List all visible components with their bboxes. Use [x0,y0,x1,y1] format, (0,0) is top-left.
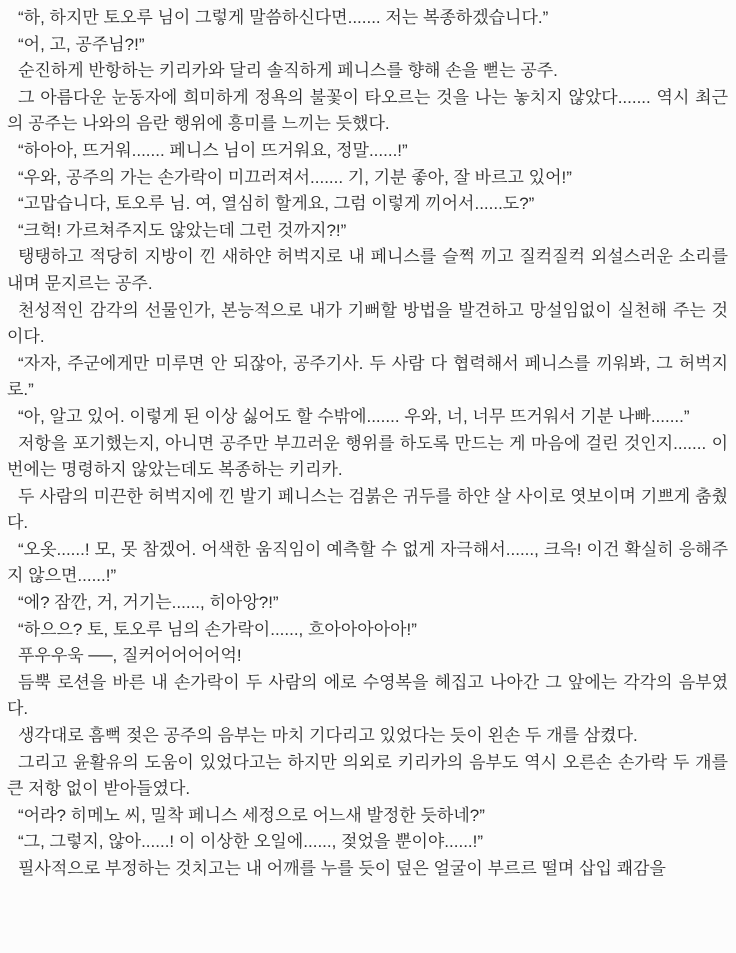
paragraph: 필사적으로 부정하는 것치고는 내 어깨를 누를 듯이 덮은 얼굴이 부르르 떨며 삽입 쾌감을 [18,859,666,878]
paragraph: “에? 잠깐, 거, 거기는......, 히아앙?!” [18,593,279,613]
paragraph: “고맙습니다, 토오루 님. 여, 열심히 할게요, 그럼 이렇게 끼어서......도?” [18,194,535,214]
paragraph: “크헉! 가르쳐주지도 않았는데 그런 것까지?!” [18,220,347,240]
paragraph: “그, 그렇지, 않아......! 이 이상한 오일에......, 젖었을 뿐이야......!” [18,832,484,852]
paragraph: 그 아름다운 눈동자에 희미하게 정욕의 불꽃이 타오르는 것을 나는 놓치지 않았다....... 역시 최근의 공주는 나와의 음란 행위에 흥미를 느끼는 듯했다. [7,87,728,134]
paragraph: 천성적인 감각의 선물인가, 본능적으로 내가 기뻐할 방법을 발견하고 망설임없이 실천해 주는 것이다. [7,300,728,347]
paragraph: 탱탱하고 적당히 지방이 낀 새하얀 허벅지로 내 페니스를 슬쩍 끼고 질컥질컥 외설스러운 소리를 내며 문지르는 공주. [7,247,728,293]
paragraph: “하아아, 뜨거워....... 페니스 님이 뜨거워요, 정말......!” [18,140,408,160]
paragraph: “하, 하지만 토오루 님이 그렇게 말씀하신다면....... 저는 복종하겠습니다.” [18,8,549,27]
paragraph: 순진하게 반항하는 키리카와 달리 솔직하게 페니스를 향해 손을 뻗는 공주. [18,61,558,81]
paragraph: “아, 알고 있어. 이렇게 된 이상 싫어도 할 수밖에....... 우와, 너, 너무 뜨거워서 기분 나빠.......” [18,406,690,426]
paragraph: “우와, 공주의 가는 손가락이 미끄러져서....... 기, 기분 좋아, 잘 바르고 있어!” [18,167,572,187]
paragraph: “하으으? 토, 토오루 님의 손가락이......, 흐아아아아아!” [18,619,417,639]
paragraph: “자자, 주군에게만 미루면 안 되잖아, 공주기사. 두 사람 다 협력해서 페니스를 끼워봐, 그 허벅지로.” [7,353,728,400]
paragraph: 듬뿍 로션을 바른 내 손가락이 두 사람의 에로 수영복을 헤집고 나아간 그 앞에는 각각의 음부였다. [7,672,728,719]
paragraph: 그리고 윤활유의 도움이 있었다고는 하지만 의외로 키리카의 음부도 역시 오른손 손가락 두 개를 큰 저항 없이 받아들였다. [7,752,728,799]
paragraph: 두 사람의 미끈한 허벅지에 낀 발기 페니스는 검붉은 귀두를 하얀 살 사이로 엿보이며 기쁘게 춤췄다. [7,486,728,533]
paragraph: 저항을 포기했는지, 아니면 공주만 부끄러운 행위를 하도록 만드는 게 마음에 걸린 것인지....... 이번에는 명령하지 않았는데도 복종하는 키리카. [7,433,728,480]
paragraph: “어, 고, 공주님?!” [18,34,145,54]
paragraph: 푸우우욱 ──, 질커어어어어억! [18,646,242,666]
paragraph: “오옷......! 모, 못 참겠어. 어색한 움직임이 예측할 수 없게 자극해서......, 크윽! 이건 확실히 응해주지 않으면......!” [7,539,728,586]
paragraph: “어라? 히메노 씨, 밀착 페니스 세정으로 어느새 발정한 듯하네?” [18,805,485,825]
paragraph: 생각대로 흠뻑 젖은 공주의 음부는 마치 기다리고 있었다는 듯이 왼손 두 개를 삼켰다. [18,726,638,746]
